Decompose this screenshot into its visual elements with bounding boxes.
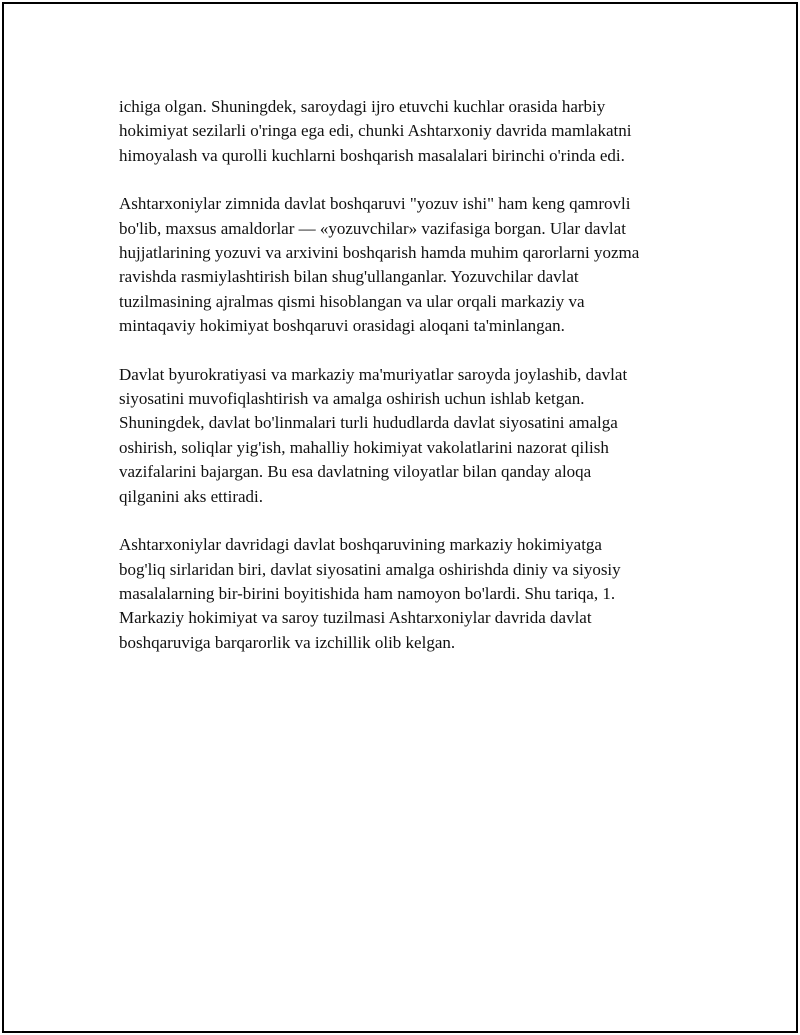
text-line: hujjatlarining yozuvi va arxivini boshqarish hamda muhim qarorlarni yozma	[119, 243, 640, 263]
text-line: Shuningdek, davlat bo'linmalari turli hududlarda davlat siyosatini amalga	[119, 413, 618, 433]
document-body	[119, 95, 709, 679]
text-line: tuzilmasining ajralmas qismi hisoblangan va ular orqali markaziy va	[119, 291, 585, 311]
text-line: qilganini aks ettiradi.	[119, 486, 263, 506]
paragraph-1	[119, 95, 709, 168]
text-line: oshirish, soliqlar yig'ish, mahalliy hokimiyat vakolatlarini nazorat qilish	[119, 437, 609, 457]
text-line: boshqaruviga barqarorlik va izchillik olib kelgan.	[119, 632, 456, 652]
text-line: bog'liq sirlaridan biri, davlat siyosatini amalga oshirishda diniy va siyosiy	[119, 559, 621, 579]
text-line: hokimiyat sezilarli o'ringa ega edi, chunki Ashtarxoniy davrida mamlakatni	[119, 121, 632, 141]
text-line: masalalarning bir-birini boyitishida ham namoyon bo'lardi. Shu tariqa, 1.	[119, 583, 616, 603]
text-line: ichiga olgan. Shuningdek, saroydagi ijro etuvchi kuchlar orasida harbiy	[119, 97, 606, 116]
text-line: siyosatini muvofiqlashtirish va amalga oshirish uchun ishlab ketgan.	[119, 389, 585, 409]
paragraph-4	[119, 533, 709, 655]
text-line: vazifalarini bajargan. Bu esa davlatning viloyatlar bilan qanday aloqa	[119, 462, 592, 482]
text-line: Davlat byurokratiyasi va markaziy ma'muriyatlar saroyda joylashib, davlat	[119, 364, 628, 384]
text-line: bo'lib, maxsus amaldorlar — «yozuvchilar» vazifasiga borgan. Ular davlat	[119, 218, 626, 238]
text-line: Markaziy hokimiyat va saroy tuzilmasi Ashtarxoniylar davrida davlat	[119, 608, 592, 628]
text-line: mintaqaviy hokimiyat boshqaruvi orasidagi aloqani ta'minlangan.	[119, 316, 565, 336]
text-line: Ashtarxoniylar zimnida davlat boshqaruvi "yozuv ishi" ham keng qamrovli	[119, 194, 631, 214]
paragraph-3	[119, 363, 709, 509]
text-line: ravishda rasmiylashtirish bilan shug'ullanganlar. Yozuvchilar davlat	[119, 267, 579, 287]
text-line: Ashtarxoniylar davridagi davlat boshqaruvining markaziy hokimiyatga	[119, 535, 602, 555]
text-line: himoyalash va qurolli kuchlarni boshqarish masalalari birinchi o'rinda edi.	[119, 145, 625, 165]
document-page	[2, 2, 798, 1033]
paragraph-2	[119, 192, 709, 338]
